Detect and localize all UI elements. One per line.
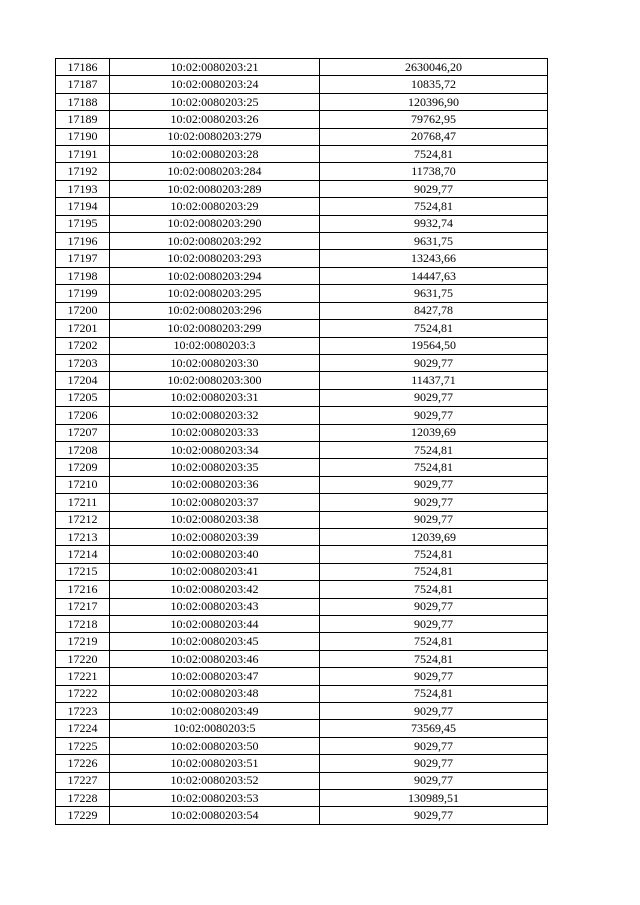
row-number-cell: 17225 [56,737,110,754]
row-number-cell: 17194 [56,198,110,215]
row-number-cell: 17187 [56,76,110,93]
cadastral-number-cell: 10:02:0080203:51 [110,755,320,772]
table-row [56,111,548,128]
cadastral-number-cell: 10:02:0080203:294 [110,267,320,284]
table-row [56,633,548,650]
table-row [56,703,548,720]
table-row [56,511,548,528]
cadastral-number-cell: 10:02:0080203:26 [110,111,320,128]
table-row [56,146,548,163]
table-row [56,459,548,476]
table-row [56,337,548,354]
cadastral-number-cell: 10:02:0080203:36 [110,476,320,493]
value-cell: 130989,51 [320,790,548,807]
row-number-cell: 17220 [56,650,110,667]
row-number-cell: 17212 [56,511,110,528]
table-row [56,76,548,93]
value-cell: 120396,90 [320,93,548,110]
table-row [56,563,548,580]
table-row [56,685,548,702]
row-number-cell: 17229 [56,807,110,824]
cadastral-number-cell: 10:02:0080203:33 [110,424,320,441]
cadastral-number-cell: 10:02:0080203:49 [110,703,320,720]
value-cell: 9631,75 [320,233,548,250]
value-cell: 13243,66 [320,250,548,267]
table-row [56,163,548,180]
row-number-cell: 17224 [56,720,110,737]
table-row [56,233,548,250]
cadastral-number-cell: 10:02:0080203:42 [110,581,320,598]
cadastral-number-cell: 10:02:0080203:296 [110,302,320,319]
row-number-cell: 17192 [56,163,110,180]
row-number-cell: 17190 [56,128,110,145]
table-row [56,320,548,337]
row-number-cell: 17198 [56,267,110,284]
row-number-cell: 17201 [56,320,110,337]
table-body [56,59,548,825]
row-number-cell: 17213 [56,528,110,545]
table-row [56,616,548,633]
value-cell: 7524,81 [320,198,548,215]
cadastral-number-cell: 10:02:0080203:21 [110,59,320,76]
value-cell: 12039,69 [320,424,548,441]
row-number-cell: 17215 [56,563,110,580]
cadastral-number-cell: 10:02:0080203:284 [110,163,320,180]
cadastral-number-cell: 10:02:0080203:54 [110,807,320,824]
row-number-cell: 17203 [56,354,110,371]
row-number-cell: 17186 [56,59,110,76]
value-cell: 9029,77 [320,354,548,371]
value-cell: 7524,81 [320,320,548,337]
cadastral-number-cell: 10:02:0080203:292 [110,233,320,250]
table-row [56,389,548,406]
row-number-cell: 17206 [56,407,110,424]
cadastral-number-cell: 10:02:0080203:31 [110,389,320,406]
table-row [56,494,548,511]
value-cell: 11437,71 [320,372,548,389]
row-number-cell: 17211 [56,494,110,511]
cadastral-number-cell: 10:02:0080203:45 [110,633,320,650]
cadastral-number-cell: 10:02:0080203:47 [110,668,320,685]
cadastral-number-cell: 10:02:0080203:40 [110,546,320,563]
cadastral-number-cell: 10:02:0080203:34 [110,441,320,458]
row-number-cell: 17188 [56,93,110,110]
table-row [56,267,548,284]
row-number-cell: 17208 [56,441,110,458]
cadastral-number-cell: 10:02:0080203:38 [110,511,320,528]
table-row [56,476,548,493]
table-row [56,250,548,267]
table-row [56,441,548,458]
table-row [56,424,548,441]
table-row [56,790,548,807]
cadastral-number-cell: 10:02:0080203:46 [110,650,320,667]
row-number-cell: 17202 [56,337,110,354]
value-cell: 9029,77 [320,389,548,406]
row-number-cell: 17193 [56,180,110,197]
table-row [56,128,548,145]
value-cell: 7524,81 [320,546,548,563]
cadastral-number-cell: 10:02:0080203:28 [110,146,320,163]
cadastral-number-cell: 10:02:0080203:41 [110,563,320,580]
row-number-cell: 17200 [56,302,110,319]
row-number-cell: 17221 [56,668,110,685]
cadastral-number-cell: 10:02:0080203:48 [110,685,320,702]
value-cell: 9029,77 [320,598,548,615]
cadastral-number-cell: 10:02:0080203:3 [110,337,320,354]
table-row [56,59,548,76]
table-row [56,93,548,110]
row-number-cell: 17217 [56,598,110,615]
cadastral-number-cell: 10:02:0080203:25 [110,93,320,110]
table-row [56,737,548,754]
value-cell: 9029,77 [320,807,548,824]
row-number-cell: 17199 [56,285,110,302]
data-table [55,58,548,825]
value-cell: 7524,81 [320,563,548,580]
cadastral-number-cell: 10:02:0080203:24 [110,76,320,93]
row-number-cell: 17210 [56,476,110,493]
table-row [56,180,548,197]
row-number-cell: 17205 [56,389,110,406]
value-cell: 9029,77 [320,755,548,772]
cadastral-number-cell: 10:02:0080203:29 [110,198,320,215]
value-cell: 7524,81 [320,581,548,598]
table-row [56,215,548,232]
cadastral-number-cell: 10:02:0080203:295 [110,285,320,302]
value-cell: 9029,77 [320,476,548,493]
row-number-cell: 17222 [56,685,110,702]
cadastral-number-cell: 10:02:0080203:32 [110,407,320,424]
value-cell: 12039,69 [320,528,548,545]
value-cell: 9029,77 [320,511,548,528]
table-row [56,720,548,737]
table-row [56,807,548,824]
value-cell: 9029,77 [320,616,548,633]
table-row [56,755,548,772]
cadastral-number-cell: 10:02:0080203:289 [110,180,320,197]
value-cell: 7524,81 [320,650,548,667]
row-number-cell: 17223 [56,703,110,720]
value-cell: 2630046,20 [320,59,548,76]
cadastral-number-cell: 10:02:0080203:39 [110,528,320,545]
value-cell: 9932,74 [320,215,548,232]
value-cell: 7524,81 [320,633,548,650]
value-cell: 9029,77 [320,180,548,197]
row-number-cell: 17195 [56,215,110,232]
table-row [56,581,548,598]
value-cell: 9029,77 [320,668,548,685]
value-cell: 79762,95 [320,111,548,128]
value-cell: 9029,77 [320,407,548,424]
cadastral-number-cell: 10:02:0080203:35 [110,459,320,476]
table-row [56,772,548,789]
value-cell: 7524,81 [320,146,548,163]
value-cell: 8427,78 [320,302,548,319]
table-row [56,650,548,667]
value-cell: 11738,70 [320,163,548,180]
table-row [56,528,548,545]
row-number-cell: 17197 [56,250,110,267]
value-cell: 20768,47 [320,128,548,145]
cadastral-number-cell: 10:02:0080203:52 [110,772,320,789]
table-row [56,302,548,319]
value-cell: 9631,75 [320,285,548,302]
table-row [56,598,548,615]
row-number-cell: 17189 [56,111,110,128]
table-row [56,668,548,685]
cadastral-number-cell: 10:02:0080203:300 [110,372,320,389]
cadastral-number-cell: 10:02:0080203:53 [110,790,320,807]
table-row [56,354,548,371]
row-number-cell: 17228 [56,790,110,807]
row-number-cell: 17227 [56,772,110,789]
value-cell: 7524,81 [320,441,548,458]
row-number-cell: 17216 [56,581,110,598]
cadastral-number-cell: 10:02:0080203:293 [110,250,320,267]
cadastral-number-cell: 10:02:0080203:299 [110,320,320,337]
cadastral-number-cell: 10:02:0080203:290 [110,215,320,232]
table-row [56,198,548,215]
value-cell: 10835,72 [320,76,548,93]
cadastral-number-cell: 10:02:0080203:37 [110,494,320,511]
value-cell: 19564,50 [320,337,548,354]
table-row [56,285,548,302]
value-cell: 9029,77 [320,737,548,754]
value-cell: 9029,77 [320,772,548,789]
cadastral-number-cell: 10:02:0080203:5 [110,720,320,737]
value-cell: 14447,63 [320,267,548,284]
row-number-cell: 17218 [56,616,110,633]
row-number-cell: 17226 [56,755,110,772]
cadastral-number-cell: 10:02:0080203:43 [110,598,320,615]
value-cell: 7524,81 [320,459,548,476]
row-number-cell: 17207 [56,424,110,441]
table-row [56,372,548,389]
row-number-cell: 17204 [56,372,110,389]
cadastral-number-cell: 10:02:0080203:30 [110,354,320,371]
row-number-cell: 17214 [56,546,110,563]
table-row [56,407,548,424]
cadastral-number-cell: 10:02:0080203:44 [110,616,320,633]
value-cell: 9029,77 [320,703,548,720]
row-number-cell: 17196 [56,233,110,250]
row-number-cell: 17219 [56,633,110,650]
value-cell: 9029,77 [320,494,548,511]
row-number-cell: 17191 [56,146,110,163]
value-cell: 7524,81 [320,685,548,702]
value-cell: 73569,45 [320,720,548,737]
table-row [56,546,548,563]
row-number-cell: 17209 [56,459,110,476]
cadastral-number-cell: 10:02:0080203:279 [110,128,320,145]
cadastral-number-cell: 10:02:0080203:50 [110,737,320,754]
